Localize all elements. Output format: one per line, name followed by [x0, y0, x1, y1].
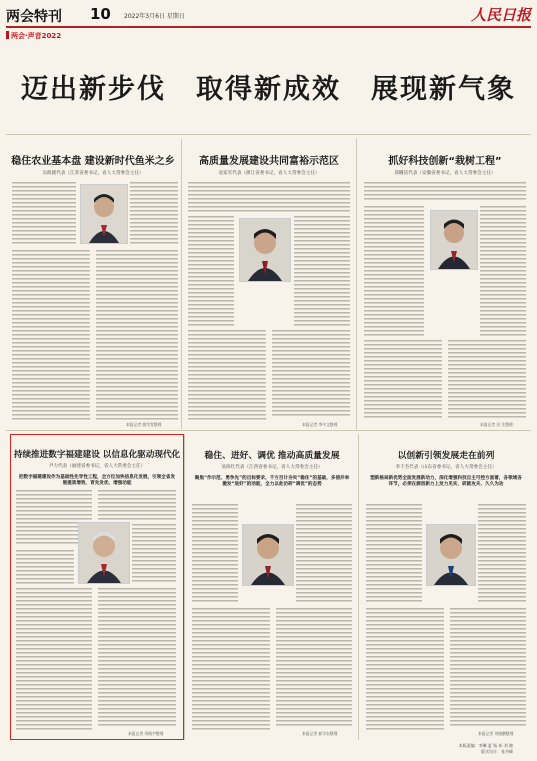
article-lead: 把数字福建建设作为基础性先导性工程，全方位加快信息化发展，引领全省发展提质增效、育先发优、增强动能: [18, 475, 176, 486]
body-text: [98, 588, 176, 726]
newspaper-page: [6, 4, 531, 757]
article-author: 吴政隆代表（江苏省委书记，省人大常委会主任）: [42, 171, 144, 176]
body-text: [478, 504, 526, 604]
banner-phrase-3: 展现新气象: [371, 73, 516, 105]
article-author: 袁家军代表（浙江省委书记，省人大常委会主任）: [218, 171, 320, 176]
article-anhui[interactable]: [360, 152, 530, 176]
portrait-photo: [78, 522, 130, 584]
article-fujian[interactable]: [12, 448, 182, 487]
body-text: [12, 250, 90, 422]
portrait-photo: [80, 184, 128, 244]
page-number: 10: [90, 5, 111, 23]
divider: [356, 139, 357, 429]
article-title: 高质量发展建设共同富裕示范区: [199, 156, 339, 167]
article-editor: 本报记者 李中文整理: [302, 422, 338, 427]
body-text: [16, 588, 92, 730]
article-shandong[interactable]: [362, 448, 530, 488]
article-author: 尹力代表（福建省委书记，省人大常委会主任）: [48, 464, 146, 469]
body-text: [188, 330, 266, 420]
body-text: [364, 206, 424, 336]
article-jiangsu[interactable]: [8, 152, 178, 176]
body-text: [98, 490, 176, 520]
footer-credit-line2: 版式设计：张丹峰: [481, 749, 513, 754]
body-text: [448, 340, 526, 418]
red-bar-icon: [6, 31, 9, 39]
article-title: 稳住农业基本盘 建设新时代鱼米之乡: [11, 156, 175, 167]
body-text: [130, 182, 178, 246]
body-text: [480, 206, 526, 336]
body-text: [364, 340, 442, 420]
divider: [184, 434, 185, 740]
article-lead: 聚焦“作示范、勇争先”的目标要求，千方百计夯实“稳住”的基础，多措并举激发“进好”的动能，全力以赴访研“调优”的态势: [194, 476, 350, 487]
section-name: 两会特刊: [6, 9, 62, 25]
article-title: 抓好科技创新“栽树工程”: [388, 156, 502, 167]
article-author: 郑栅洁代表（安徽省委书记，省人大常委会主任）: [394, 171, 496, 176]
portrait-photo: [430, 210, 478, 270]
body-text: [12, 182, 76, 246]
masthead: [6, 4, 531, 28]
portrait-photo: [426, 524, 476, 586]
article-editor: 本报记者 田 先整理: [480, 422, 513, 427]
body-text: [188, 182, 350, 212]
divider: [358, 434, 359, 740]
article-editor: 本报记者 刘晓鹏整理: [478, 731, 514, 736]
body-text: [296, 504, 352, 604]
article-lead: 塑新格局新优势全面发展新动力，深化增强科技自主可控方面着，各领域各环节，必须在源创新力上发力见实，研就攻关、久久为功: [370, 476, 522, 487]
article-author: 李干杰代表（山东省委书记，省人大常委会主任）: [395, 465, 497, 470]
body-text: [272, 330, 350, 418]
divider: [181, 139, 182, 429]
portrait-photo: [239, 218, 291, 282]
body-text: [192, 504, 238, 604]
column-subhead: [6, 31, 61, 41]
body-text: [366, 608, 444, 730]
body-text: [16, 550, 74, 584]
article-title: 以创新引领发展走在前列: [397, 451, 495, 461]
portrait-photo: [242, 524, 294, 586]
article-title: 稳住、进好、调优 推动高质量发展: [204, 451, 340, 461]
body-text: [132, 524, 176, 584]
divider: [6, 430, 531, 431]
newspaper-logo: 人民日报: [470, 6, 531, 24]
article-editor: 本报记者 郝学东整理: [302, 731, 338, 736]
article-title: 持续推进数字福建建设 以信息化驱动现代化: [13, 450, 181, 460]
body-text: [192, 608, 270, 730]
body-text: [450, 608, 526, 726]
article-zhejiang[interactable]: [184, 152, 354, 176]
article-editor: 本报记者 刘晓宇整理: [128, 731, 164, 736]
issue-date: 2022年3月6日 星期日: [124, 13, 185, 20]
body-text: [188, 216, 234, 326]
article-jiangxi[interactable]: [188, 448, 356, 488]
divider: [6, 134, 531, 135]
body-text: [294, 216, 350, 326]
banner-phrase-2: 取得新成效: [196, 73, 341, 105]
footer-credit-line1: 本版责编：李琳 夏 杨 祁 刘 晓: [458, 743, 513, 748]
article-author: 易炼红代表（江西省委书记，省人大常委会主任）: [221, 465, 323, 470]
body-text: [364, 182, 526, 202]
banner-headline: [6, 42, 531, 130]
body-text: [276, 608, 352, 726]
body-text: [366, 504, 422, 604]
article-editor: 本报记者 姚雪青整理: [126, 422, 162, 427]
body-text: [96, 250, 178, 420]
column-subhead-text: 两会·声音2022: [11, 32, 62, 40]
banner-phrase-1: 迈出新步伐: [21, 73, 166, 105]
